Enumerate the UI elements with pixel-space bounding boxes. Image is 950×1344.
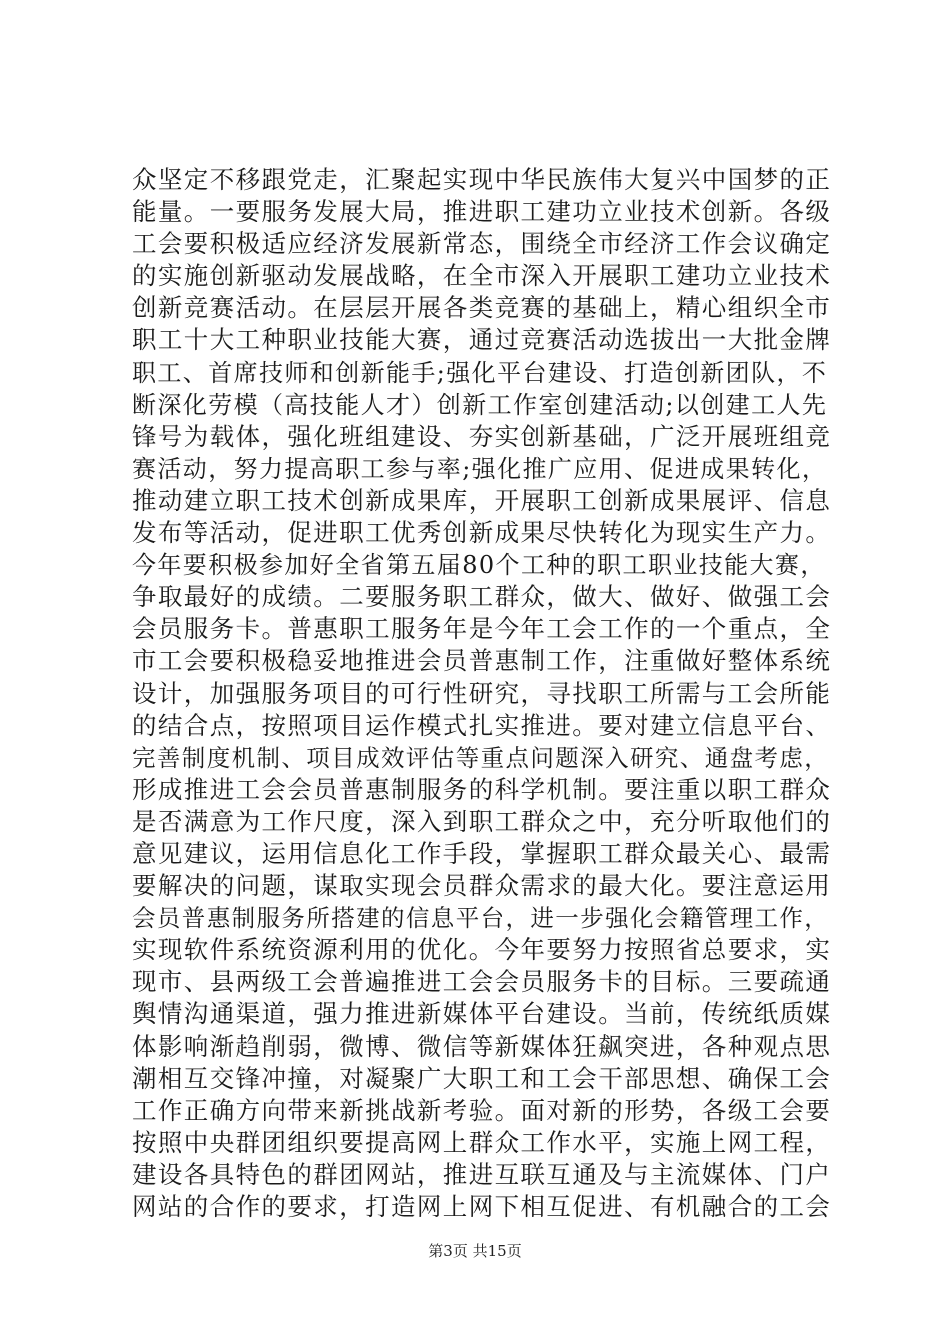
text-line: 众坚定不移跟党走，汇聚起实现中华民族伟大复兴中国梦的正 <box>132 165 832 194</box>
text-line: 设计，加强服务项目的可行性研究，寻找职工所需与工会所能 <box>132 678 832 708</box>
text-line: 市工会要积极稳妥地推进会员普惠制工作，注重做好整体系统 <box>132 646 832 676</box>
text-line: 职工、首席技师和创新能手;强化平台建设、打造创新团队，不 <box>132 358 828 387</box>
text-line: 的结合点，按照项目运作模式扎实推进。要对建立信息平台、 <box>132 710 832 740</box>
body-text <box>132 164 832 1223</box>
text-line: 锋号为载体，强化班组建设、夯实创新基础，广泛开展班组竞 <box>132 421 832 451</box>
text-line: 体影响渐趋削弱，微博、微信等新媒体狂飙突进，各种观点思 <box>132 1031 832 1061</box>
text-line: 赛活动，努力提高职工参与率;强化推广应用、促进成果转化， <box>132 454 828 483</box>
text-line: 要解决的问题，谋取实现会员群众需求的最大化。要注意运用 <box>132 871 832 901</box>
text-line: 发布等活动，促进职工优秀创新成果尽快转化为现实生产力。 <box>132 518 832 548</box>
page-footer: 第3页 共15页 <box>428 1242 522 1260</box>
text-line: 潮相互交锋冲撞，对凝聚广大职工和工会干部思想、确保工会 <box>132 1063 832 1093</box>
text-line: 实现软件系统资源利用的优化。今年要努力按照省总要求，实 <box>132 935 832 965</box>
text-line: 争取最好的成绩。二要服务职工群众，做大、做好、做强工会 <box>132 582 832 612</box>
text-line: 推动建立职工技术创新成果库，开展职工创新成果展评、信息 <box>132 485 832 515</box>
text-line: 现市、县两级工会普遍推进工会会员服务卡的目标。三要疏通 <box>132 967 832 997</box>
text-line: 职工十大工种职业技能大赛，通过竞赛活动选拔出一大批金牌 <box>132 325 832 355</box>
text-line: 会员普惠制服务所搭建的信息平台，进一步强化会籍管理工作， <box>132 904 830 933</box>
text-line: 舆情沟通渠道，强力推进新媒体平台建设。当前，传统纸质媒 <box>132 999 832 1029</box>
text-line: 今年要积极参加好全省第五届80个工种的职工职业技能大赛， <box>132 551 826 580</box>
text-line: 断深化劳模（高技能人才）创新工作室创建活动;以创建工人先 <box>132 390 828 419</box>
text-line: 意见建议，运用信息化工作手段，掌握职工群众最关心、最需 <box>132 838 832 868</box>
text-line: 形成推进工会会员普惠制服务的科学机制。要注重以职工群众 <box>132 774 832 804</box>
text-line: 网站的合作的要求，打造网上网下相互促进、有机融合的工会 <box>132 1192 832 1221</box>
text-line: 完善制度机制、项目成效评估等重点问题深入研究、通盘考虑， <box>132 743 830 772</box>
text-line: 会员服务卡。普惠职工服务年是今年工会工作的一个重点，全 <box>132 614 832 644</box>
text-line: 能量。一要服务发展大局，推进职工建功立业技术创新。各级 <box>132 197 832 227</box>
text-line: 创新竞赛活动。在层层开展各类竞赛的基础上，精心组织全市 <box>132 293 832 323</box>
text-line: 工会要积极适应经济发展新常态，围绕全市经济工作会议确定 <box>132 229 832 259</box>
text-line: 的实施创新驱动发展战略，在全市深入开展职工建功立业技术 <box>132 261 832 291</box>
text-line: 是否满意为工作尺度，深入到职工群众之中，充分听取他们的 <box>132 806 832 836</box>
text-line: 建设各具特色的群团网站，推进互联互通及与主流媒体、门户 <box>132 1159 832 1189</box>
text-line: 按照中央群团组织要提高网上群众工作水平，实施上网工程， <box>132 1127 832 1157</box>
text-line: 工作正确方向带来新挑战新考验。面对新的形势，各级工会要 <box>132 1095 832 1125</box>
